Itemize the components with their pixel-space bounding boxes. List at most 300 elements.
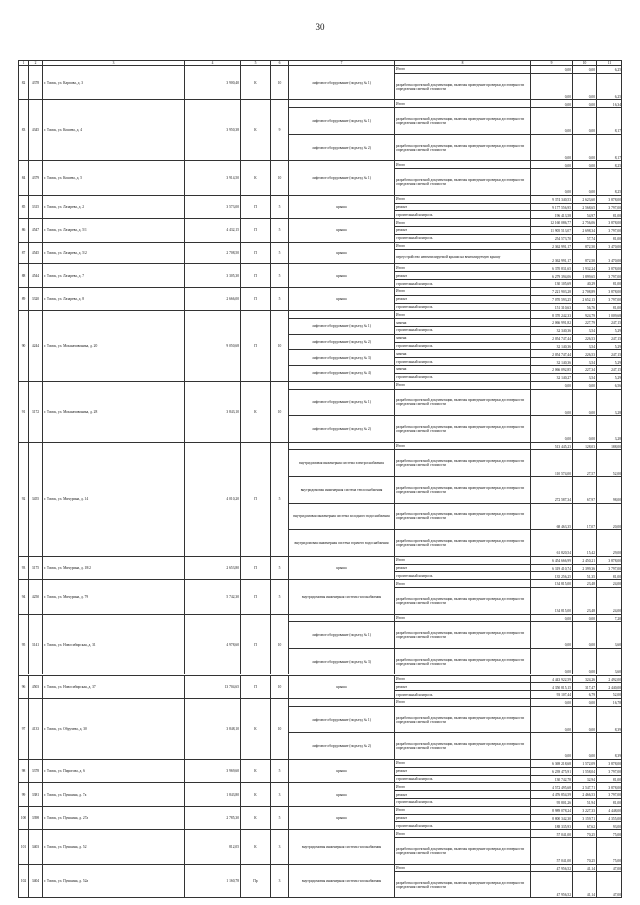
cost-limit: 3 797,00 <box>596 767 622 775</box>
cost-limit: 3 878,00 <box>596 195 622 203</box>
work-description: строительный контроль <box>394 775 530 783</box>
work-description: разработка проектной документации, включая проведение проверки достоверности определения сметной стоимости <box>394 134 530 161</box>
table-row <box>18 614 622 675</box>
house-floors: 3 <box>270 864 288 898</box>
cost-total: 32 140,27 <box>530 373 572 381</box>
house-floors: 10 <box>270 65 288 99</box>
work-type: крыша <box>288 263 394 286</box>
work-description: строительный контроль <box>394 234 530 242</box>
work-description: строительный контроль <box>394 303 530 311</box>
cost-per-sqm: 32,94 <box>572 775 596 783</box>
work-type: крыша <box>288 242 394 264</box>
work-description: замена <box>394 318 530 326</box>
cost-per-sqm: 0,00 <box>572 168 596 195</box>
cost-total: 12 160 086,77 <box>530 218 572 226</box>
column-header-10: 10 <box>572 60 596 65</box>
work-type <box>288 442 394 450</box>
cost-limit: 24,00 <box>596 579 622 587</box>
cost-limit: 3 797,00 <box>596 271 622 279</box>
work-type: лифтовое оборудование (подъезд № 2) <box>288 732 394 759</box>
cost-per-sqm: 1 932,24 <box>572 263 596 271</box>
table-row <box>18 864 622 898</box>
work-description: разработка проектной документации, включая проведение проверки достоверности определения сметной стоимости <box>394 107 530 134</box>
work-type <box>288 310 394 318</box>
work-type: лифтовое оборудование (подъезд № 1) <box>288 160 394 194</box>
cost-limit: 81,00 <box>596 571 622 579</box>
cost-limit: 3 878,00 <box>596 556 622 564</box>
house-area: 1 843,80 <box>184 782 240 805</box>
work-type: крыша <box>288 675 394 698</box>
work-type: крыша <box>288 806 394 829</box>
work-description: Итого <box>394 65 530 73</box>
cost-per-sqm: 0,00 <box>572 415 596 442</box>
cost-limit: 8,25 <box>596 168 622 195</box>
work-description: Итого <box>394 381 530 389</box>
house-floors: 5 <box>270 263 288 286</box>
cost-per-sqm: 0,00 <box>572 732 596 759</box>
work-description: Итого <box>394 442 530 450</box>
cost-limit: 188,00 <box>596 442 622 450</box>
cost-per-sqm: 0,00 <box>572 389 596 416</box>
house-area: 9 050,68 <box>184 310 240 380</box>
cost-limit: 20,00 <box>596 503 622 530</box>
house-category: К <box>240 782 270 805</box>
work-description: замена <box>394 365 530 373</box>
work-description: Итого <box>394 864 530 872</box>
house-address: г. Томск, ул. Новосибирская, д. 31 <box>42 614 184 675</box>
table-row <box>18 310 622 380</box>
work-type <box>288 698 394 706</box>
house-category: К <box>240 160 270 194</box>
house-area: 3 969,60 <box>184 759 240 782</box>
cost-total: 6 279 394,06 <box>530 271 572 279</box>
work-description: замена <box>394 334 530 342</box>
work-type: лифтовое оборудование (подъезд № 1) <box>288 621 394 648</box>
house-floors: 5 <box>270 242 288 264</box>
cost-limit: 81,00 <box>596 303 622 311</box>
cost-per-sqm: 51,94 <box>572 798 596 806</box>
cost-limit: 2 440,00 <box>596 682 622 690</box>
cost-total: 7 070 593,25 <box>530 295 572 303</box>
cost-per-sqm: 57,74 <box>572 234 596 242</box>
cost-limit: 47,00 <box>596 864 622 872</box>
cost-per-sqm: 0,00 <box>572 698 596 706</box>
house-floors: 5 <box>270 806 288 829</box>
cost-limit: 93,00 <box>596 821 622 829</box>
cost-total: 57 041,00 <box>530 829 572 837</box>
column-header-4: 4 <box>184 60 240 65</box>
cost-total: 47 956,52 <box>530 871 572 898</box>
house-area: 2 785,30 <box>184 806 240 829</box>
cost-limit: 3,60 <box>596 621 622 648</box>
work-type: крыша <box>288 218 394 241</box>
cost-per-sqm: 56,76 <box>572 303 596 311</box>
cost-total: 196 413,58 <box>530 210 572 218</box>
cost-total: 188 335,93 <box>530 821 572 829</box>
house-id: 3404 <box>28 864 42 898</box>
house-area: 2 653,80 <box>184 556 240 579</box>
cost-per-sqm: 2 547,71 <box>572 782 596 790</box>
work-type: внутридомовая инженерная система газоснабжения <box>288 579 394 613</box>
cost-total: 57 041,00 <box>530 837 572 864</box>
cost-total: 135 256,25 <box>530 571 572 579</box>
cost-per-sqm: 0,00 <box>572 648 596 675</box>
cost-per-sqm: 227,79 <box>572 318 596 326</box>
column-header-5: 5 <box>240 60 270 65</box>
cost-total: 0,00 <box>530 706 572 733</box>
work-type <box>288 614 394 622</box>
cost-limit: 3 878,00 <box>596 287 622 295</box>
cost-per-sqm: 3,54 <box>572 326 596 334</box>
column-header-11: 11 <box>596 60 622 65</box>
work-description: разработка проектной документации, включая проведение проверки достоверности определения сметной стоимости <box>394 389 530 416</box>
cost-per-sqm: 67,97 <box>572 476 596 503</box>
table-row <box>18 263 622 286</box>
cost-limit: 3 470,00 <box>596 242 622 250</box>
cost-total: 2 054 747,44 <box>530 334 572 342</box>
cost-per-sqm: 872,50 <box>572 242 596 250</box>
house-id: 4379 <box>28 160 42 194</box>
house-category: П <box>240 218 270 241</box>
house-category: К <box>240 759 270 782</box>
house-floors: 5 <box>270 287 288 310</box>
cost-limit: 247,15 <box>596 318 622 326</box>
house-category: К <box>240 99 270 160</box>
house-floors: 3 <box>270 829 288 863</box>
work-description: разработка проектной документации, включая проведение проверки достоверности определения сметной стоимости <box>394 648 530 675</box>
work-description: Итого <box>394 782 530 790</box>
cost-total: 513 445,23 <box>530 442 572 450</box>
cost-limit: 1 009,68 <box>596 310 622 318</box>
row-number: 90 <box>18 310 28 380</box>
cost-total: 2 362 991,17 <box>530 249 572 263</box>
house-floors: 5 <box>270 442 288 556</box>
house-address: г. Томск, ул. Карпова, д. 3 <box>42 65 184 99</box>
work-description: Итого <box>394 806 530 814</box>
cost-total: 61 820,54 <box>530 529 572 556</box>
row-number: 93 <box>18 556 28 579</box>
row-number: 91 <box>18 381 28 442</box>
work-description: Итого <box>394 263 530 271</box>
cost-total: 8 989 078,24 <box>530 806 572 814</box>
house-address: г. Томск, ул. Обручева, д. 30 <box>42 698 184 759</box>
cost-total: 0,00 <box>530 73 572 100</box>
house-category: П <box>240 195 270 218</box>
cost-limit: 3 878,00 <box>596 218 622 226</box>
cost-limit: 81,00 <box>596 210 622 218</box>
work-description: ремонт <box>394 271 530 279</box>
cost-total: 4 572 495,68 <box>530 782 572 790</box>
house-floors: 5 <box>270 759 288 782</box>
house-address: г. Томск, ул. Лазарева, д. 2 <box>42 195 184 218</box>
work-type <box>288 99 394 107</box>
house-address: г. Томск, ул. Пушкина, д. 7а <box>42 782 184 805</box>
work-description: ремонт <box>394 564 530 572</box>
work-description: строительный контроль <box>394 571 530 579</box>
house-id: 3141 <box>28 614 42 675</box>
cost-per-sqm: 0,00 <box>572 107 596 134</box>
house-id: 3172 <box>28 381 42 442</box>
house-area: 4 978,60 <box>184 614 240 675</box>
house-floors: 10 <box>270 160 288 194</box>
cost-limit: 5,29 <box>596 326 622 334</box>
cost-per-sqm: 17,07 <box>572 503 596 530</box>
column-header-6: 6 <box>270 60 288 65</box>
cost-per-sqm: 67,62 <box>572 821 596 829</box>
house-category: Пр <box>240 864 270 898</box>
cost-limit: 2 492,00 <box>596 675 622 683</box>
row-number: 100 <box>18 806 28 829</box>
cost-limit: 3 797,00 <box>596 203 622 211</box>
cost-limit: 5,29 <box>596 357 622 365</box>
cost-total: 0,00 <box>530 732 572 759</box>
cost-total: 2 054 747,44 <box>530 349 572 357</box>
cost-per-sqm: 2 708,89 <box>572 287 596 295</box>
house-id: 3455 <box>28 442 42 556</box>
work-type: внутридомовая инженерная система холодного водоснабжения <box>288 503 394 530</box>
cost-total: 2 066 991,82 <box>530 318 572 326</box>
house-id: 3320 <box>28 287 42 310</box>
house-id: 4547 <box>28 218 42 241</box>
table-row <box>18 698 622 759</box>
cost-limit: 6,56 <box>596 381 622 389</box>
cost-limit: 81,00 <box>596 234 622 242</box>
work-description: Итого <box>394 829 530 837</box>
cost-total: 0,00 <box>530 389 572 416</box>
cost-limit: 4 448,00 <box>596 806 622 814</box>
cost-total: 32 140,36 <box>530 357 572 365</box>
work-description: ремонт <box>394 203 530 211</box>
cost-per-sqm: 23,48 <box>572 579 596 587</box>
row-number: 98 <box>18 759 28 782</box>
cost-per-sqm: 0,00 <box>572 706 596 733</box>
work-type: внутридомовая инженерная система теплоснабжения <box>288 476 394 503</box>
cost-per-sqm: 2 450,21 <box>572 556 596 564</box>
work-type: внутридомовая инженерная система электроснабжения <box>288 449 394 476</box>
cost-limit: 4 355,00 <box>596 814 622 822</box>
cost-limit: 3 878,00 <box>596 782 622 790</box>
house-floors: 9 <box>270 99 288 160</box>
cost-total: 6 370 831,65 <box>530 263 572 271</box>
work-description: строительный контроль <box>394 357 530 365</box>
row-number: 89 <box>18 287 28 310</box>
cost-per-sqm: 0,00 <box>572 99 596 107</box>
work-type: лифтовое оборудование (подъезд № 2) <box>288 134 394 161</box>
work-description: строительный контроль <box>394 821 530 829</box>
cost-per-sqm: 226,53 <box>572 349 596 357</box>
work-type: лифтовое оборудование (подъезд № 1) <box>288 318 394 334</box>
house-category: П <box>240 310 270 380</box>
cost-limit: 98,00 <box>596 476 622 503</box>
house-address: г. Томск, ул. Кошева, д. 4 <box>42 99 184 160</box>
work-description: Итого <box>394 218 530 226</box>
cost-total: 4 350 815,15 <box>530 682 572 690</box>
cost-limit: 7,20 <box>596 614 622 622</box>
work-description: строительный контроль <box>394 373 530 381</box>
house-floors: 5 <box>270 556 288 579</box>
house-category: К <box>240 698 270 759</box>
cost-total: 95 801,26 <box>530 798 572 806</box>
cost-limit: 3 878,00 <box>596 263 622 271</box>
table-row <box>18 829 622 863</box>
house-category: П <box>240 442 270 556</box>
work-description: замена <box>394 349 530 357</box>
cost-per-sqm: 2 399,36 <box>572 564 596 572</box>
house-address: г. Томск, ул. Пушкина, д. 52а <box>42 864 184 898</box>
cost-limit: 3 797,00 <box>596 790 622 798</box>
column-header-7: 7 <box>288 60 394 65</box>
cost-per-sqm: 2 623,60 <box>572 195 596 203</box>
cost-limit: 3 797,00 <box>596 226 622 234</box>
cost-total: 0,00 <box>530 698 572 706</box>
column-header-3: 3 <box>42 60 184 65</box>
cost-per-sqm: 3 159,71 <box>572 814 596 822</box>
cost-total: 0,00 <box>530 415 572 442</box>
cost-limit: 5,29 <box>596 342 622 350</box>
cost-limit: 52,00 <box>596 690 622 698</box>
work-type: внутридомовая инженерная система газоснабжения <box>288 829 394 863</box>
cost-per-sqm: 23,48 <box>572 587 596 614</box>
row-number: 99 <box>18 782 28 805</box>
work-description: ремонт <box>394 767 530 775</box>
house-area: 4 010,20 <box>184 442 240 556</box>
cost-total: 0,00 <box>530 614 572 622</box>
cost-limit: 6,25 <box>596 73 622 100</box>
cost-per-sqm: 128,03 <box>572 442 596 450</box>
table-row <box>18 242 622 264</box>
cost-limit: 6,25 <box>596 65 622 73</box>
cost-limit: 3 470,00 <box>596 249 622 263</box>
work-description: разработка проектной документации, включая проведение проверки достоверности определения сметной стоимости <box>394 706 530 733</box>
cost-limit: 3 878,00 <box>596 759 622 767</box>
cost-per-sqm: 0,00 <box>572 621 596 648</box>
cost-total: 0,00 <box>530 65 572 73</box>
cost-total: 93 107,44 <box>530 690 572 698</box>
cost-per-sqm: 0,00 <box>572 381 596 389</box>
work-type: крыша <box>288 556 394 579</box>
cost-per-sqm: 3,54 <box>572 342 596 350</box>
cost-limit: 5,29 <box>596 373 622 381</box>
cost-total: 11 905 513,07 <box>530 226 572 234</box>
cost-per-sqm: 0,00 <box>572 614 596 622</box>
work-description: разработка проектной документации, включая проведение проверки достоверности определения сметной стоимости <box>394 449 530 476</box>
cost-limit: 81,00 <box>596 279 622 287</box>
house-address: г. Томск, ул. Пирогова, д. 6 <box>42 759 184 782</box>
house-id: 4545 <box>28 242 42 264</box>
cost-limit: 8,25 <box>596 160 622 168</box>
house-id: 3398 <box>28 806 42 829</box>
work-description: разработка проектной документации, включая проведение проверки достоверности определения сметной стоимости <box>394 871 530 898</box>
cost-total: 0,00 <box>530 381 572 389</box>
cost-limit: 81,00 <box>596 798 622 806</box>
house-category: П <box>240 579 270 613</box>
row-number: 85 <box>18 195 28 218</box>
cost-limit: 8,39 <box>596 732 622 759</box>
house-area: 3 900,40 <box>184 65 240 99</box>
work-type: крыша <box>288 195 394 218</box>
cost-per-sqm: 51,35 <box>572 571 596 579</box>
cost-limit: 8,17 <box>596 134 622 161</box>
work-description: строительный контроль <box>394 690 530 698</box>
work-description: Итого <box>394 675 530 683</box>
cost-limit: 247,15 <box>596 365 622 373</box>
house-id: 4244 <box>28 310 42 380</box>
cost-total: 7 221 903,28 <box>530 287 572 295</box>
work-description: разработка проектной документации, включая проведение проверки достоверности определения сметной стоимости <box>394 587 530 614</box>
work-description: разработка проектной документации, включая проведение проверки достоверности определения сметной стоимости <box>394 168 530 195</box>
cost-total: 47 956,52 <box>530 864 572 872</box>
table-row <box>18 442 622 556</box>
cost-total: 0,00 <box>530 168 572 195</box>
row-number: 95 <box>18 614 28 675</box>
house-id: 4544 <box>28 263 42 286</box>
house-address: г. Томск, ул. Мичурина, д. 79 <box>42 579 184 613</box>
column-header-1: 1 <box>18 60 28 65</box>
cost-total: 2 362 991,17 <box>530 242 572 250</box>
table-row <box>18 759 622 782</box>
work-type: лифтовое оборудование (подъезд № 2) <box>288 334 394 350</box>
cost-total: 134 815,00 <box>530 587 572 614</box>
house-category: П <box>240 287 270 310</box>
work-type: лифтовое оборудование (подъезд № 1) <box>288 65 394 99</box>
work-description: Итого <box>394 287 530 295</box>
cost-per-sqm: 227,34 <box>572 365 596 373</box>
house-address: г. Томск, ул. Мокшачовоника, д. 20 <box>42 310 184 380</box>
house-address: г. Томск, ул. Кошева, д. 5 <box>42 160 184 194</box>
house-category: П <box>240 675 270 698</box>
house-floors: 10 <box>270 310 288 380</box>
house-id: 3378 <box>28 759 42 782</box>
work-type: лифтовое оборудование (подъезд № 1) <box>288 389 394 416</box>
cost-limit: 16,78 <box>596 698 622 706</box>
table-row <box>18 675 622 698</box>
cost-total: 2 066 092,85 <box>530 365 572 373</box>
house-floors: 10 <box>270 698 288 759</box>
cost-per-sqm: 54,97 <box>572 210 596 218</box>
cost-total: 0,00 <box>530 99 572 107</box>
cost-per-sqm: 27,57 <box>572 449 596 476</box>
cost-total: 0,00 <box>530 648 572 675</box>
work-description: строительный контроль <box>394 798 530 806</box>
cost-total: 32 140,36 <box>530 342 572 350</box>
work-description: ремонт <box>394 226 530 234</box>
table-row <box>18 579 622 613</box>
cost-total: 130 742,78 <box>530 775 572 783</box>
cost-limit: 16,34 <box>596 99 622 107</box>
cost-per-sqm: 0,00 <box>572 134 596 161</box>
row-number: 96 <box>18 675 28 698</box>
house-address: г. Томск, ул. Пушкина, д. 27а <box>42 806 184 829</box>
row-number: 102 <box>18 864 28 898</box>
page-number: 30 <box>315 22 325 32</box>
house-address: г. Томск, ул. Мичурина, д. 18/2 <box>42 556 184 579</box>
work-description: строительный контроль <box>394 342 530 350</box>
work-description: Итого <box>394 556 530 564</box>
cost-per-sqm: 2 568,65 <box>572 203 596 211</box>
work-type: лифтовое оборудование (подъезд № 1) <box>288 107 394 134</box>
house-category: К <box>240 829 270 863</box>
cost-total: 0,00 <box>530 107 572 134</box>
house-area: 3 305,30 <box>184 263 240 286</box>
table-row <box>18 287 622 310</box>
work-type: лифтовое оборудование (подъезд № 4) <box>288 365 394 381</box>
column-header-9: 9 <box>530 60 572 65</box>
row-number: 97 <box>18 698 28 759</box>
cost-limit: 24,00 <box>596 587 622 614</box>
table-row <box>18 65 622 99</box>
work-description: Итого <box>394 614 530 622</box>
work-description: Итого <box>394 160 530 168</box>
